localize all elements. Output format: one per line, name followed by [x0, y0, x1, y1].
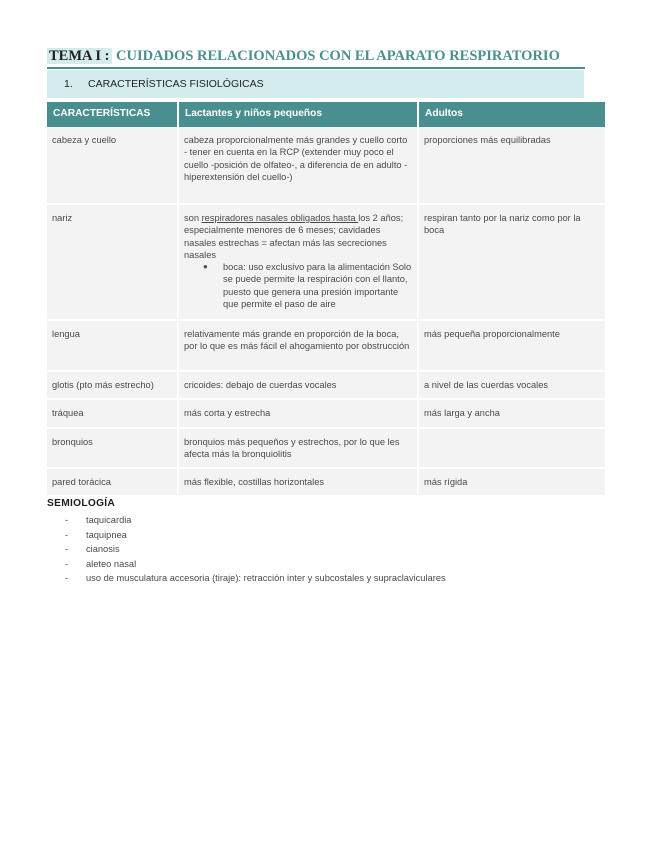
cell-adults: proporciones más equilibradas [418, 127, 605, 204]
list-item: - aleteo nasal [47, 557, 607, 572]
cell-infants: relativamente más grande en proporción de la boca, por lo que es más fácil el ahogamiento por obstrucción [178, 320, 418, 371]
cell-characteristic: bronquios [47, 428, 178, 469]
cell-infants [178, 127, 418, 204]
cell-characteristic: nariz [47, 204, 178, 320]
cell-characteristic: lengua [47, 320, 178, 371]
list-item: - taquipnea [47, 528, 607, 543]
cell-infants: más flexible, costillas horizontales [178, 468, 418, 496]
cell-adults: respiran tanto por la nariz como por la boca [418, 204, 605, 320]
section-label: CARACTERÍSTICAS FISIOLÓGICAS [88, 78, 264, 90]
list-item: - uso de musculatura accesoria (tiraje): retracción inter y subcostales y supraclaviculares [47, 571, 607, 586]
bullet-list [184, 261, 412, 310]
cell-characteristic: glotis (pto más estrecho) [47, 371, 178, 399]
header-adults: Adultos [418, 102, 605, 127]
cell-characteristic: pared torácica [47, 468, 178, 496]
table-row [47, 468, 605, 496]
semiologia-list [47, 513, 607, 586]
header-characteristics: CARACTERÍSTICAS [47, 102, 178, 127]
text-fragment: los 2 años; especialmente menores de 6 meses; cavidades nasales estrechas = afectan más las secreciones nasales [184, 213, 404, 260]
list-item: - cianosis [47, 542, 607, 557]
cell-adults [418, 428, 605, 469]
cell-adults: más pequeña proporcionalmente [418, 320, 605, 371]
cell-characteristic: tráquea [47, 399, 178, 427]
cell-text: - tener en cuenta en la RCP (extender muy poco el cuello -posición de olfateo-, a diferencia de en adulto -hiperextensión del cuello-) [184, 147, 408, 182]
cell-infants: más corta y estrecha [178, 399, 418, 427]
text-fragment: son [184, 213, 202, 223]
table-row [47, 371, 605, 399]
table-row [47, 399, 605, 427]
table-row [47, 428, 605, 469]
chapter-title [47, 45, 585, 69]
semiologia-heading: SEMIOLOGÍA [47, 498, 116, 509]
table-row [47, 204, 605, 320]
underlined-text: respiradores nasales obligados hasta [201, 213, 359, 223]
table-header-row [47, 102, 605, 127]
cell-infants: bronquios más pequeños y estrechos, por lo que les afecta más la bronquiolitis [178, 428, 418, 469]
cell-adults: más rígida [418, 468, 605, 496]
list-item: - taquicardia [47, 513, 607, 528]
cell-adults: a nivel de las cuerdas vocales [418, 371, 605, 399]
chapter-title-text: CUIDADOS RELACIONADOS CON EL APARATO RESPIRATORIO [116, 48, 560, 64]
cell-infants: cricoides: debajo de cuerdas vocales [178, 371, 418, 399]
section-number: 1. [64, 78, 73, 90]
cell-adults: más larga y ancha [418, 399, 605, 427]
header-infants: Lactantes y niños pequeños [178, 102, 418, 127]
table-row [47, 320, 605, 371]
chapter-title-prefix: TEMA I : [47, 48, 112, 64]
characteristics-table [47, 102, 605, 497]
cell-characteristic: cabeza y cuello [47, 127, 178, 204]
cell-infants [178, 204, 418, 320]
section-heading [47, 70, 584, 98]
bullet-item: ● boca: uso exclusivo para la alimentación Solo se puede permite la respiración con el llanto, puesto que genera una presión importante que permite el paso de aire [223, 261, 412, 310]
table-row [47, 127, 605, 204]
cell-text [184, 212, 412, 261]
cell-text: cabeza proporcionalmente más grandes y cuello corto [184, 135, 408, 145]
